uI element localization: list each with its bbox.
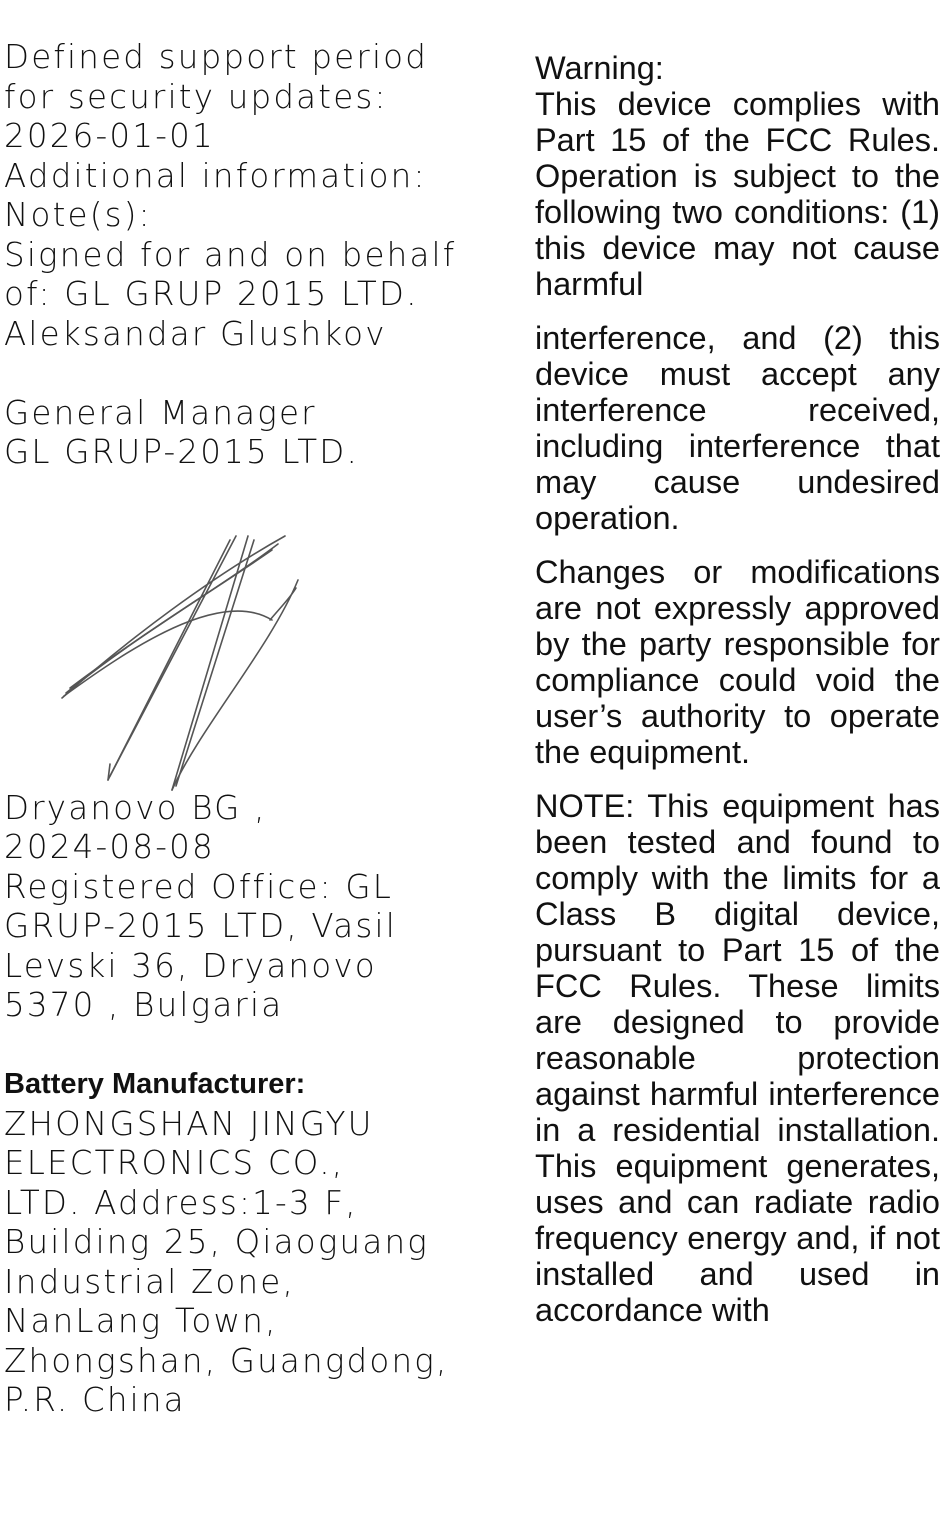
battery-heading: Battery Manufacturer: [4, 1068, 306, 1100]
battery-line-5: Industrial Zone, [4, 1262, 296, 1301]
company-name: GL GRUP-2015 LTD. [4, 433, 360, 471]
spacer [4, 354, 474, 394]
battery-line-4: Building 25, Qiaoguang [4, 1223, 429, 1261]
battery-line-1: ZHONGSHAN JINGYU [4, 1104, 374, 1143]
battery-line-2: ELECTRONICS CO., [4, 1144, 345, 1182]
fcc-compliance-paragraph: This device complies with Part 15 of the FCC Rules. Operation is subject to the following two conditions: (1) this device may not cause harmful [535, 86, 940, 302]
interference-paragraph: interference, and (2) this device must accept any interference received, including interference that may cause undesired operation. [535, 320, 940, 536]
support-period-label-2: for security updates: [4, 77, 388, 116]
spacer [4, 1026, 474, 1066]
signed-behalf-line-1: Signed for and on behalf [4, 235, 457, 274]
support-period-date: 2026-01-01 [4, 117, 215, 155]
battery-line-7: Zhongshan, Guangdong, [4, 1341, 449, 1380]
right-column [535, 50, 940, 1328]
support-period-label-1: Defined support period [4, 38, 429, 76]
office-line-1: Registered Office: GL [4, 867, 394, 906]
battery-line-8: P.R. China [4, 1381, 186, 1419]
additional-info-label: Additional information: [4, 156, 427, 195]
signer-title: General Manager [4, 393, 317, 432]
warning-title: Warning: [535, 50, 664, 86]
class-b-note-paragraph: NOTE: This equipment has been tested and found to comply with the limits for a Class B digital device, pursuant to Part 15 of the FCC Rules. These limits are designed to provide reasonable protection against harmful interference in a residential installation. This equipment generates, uses and can radiate radio frequency energy and, if not installed and used in accordance with [535, 788, 940, 1328]
notes-label: Note(s): [4, 196, 152, 234]
battery-line-6: NanLang Town, [4, 1302, 278, 1340]
modifications-paragraph: Changes or modifications are not expressly approved by the party responsible for compliance could void the user’s authority to operate the equipment. [535, 554, 940, 770]
signer-name: Aleksandar Glushkov [4, 314, 387, 353]
signing-place: Dryanovo BG , [4, 788, 267, 827]
battery-line-3: LTD. Address:1-3 F, [4, 1183, 358, 1222]
handwritten-signature [40, 528, 320, 798]
signing-date: 2024-08-08 [4, 828, 215, 866]
signed-behalf-line-2: of: GL GRUP 2015 LTD. [4, 275, 419, 313]
office-line-3: Levski 36, Dryanovo [4, 946, 377, 985]
office-line-4: 5370 , Bulgaria [4, 986, 284, 1024]
office-line-2: GRUP-2015 LTD, Vasil [4, 907, 397, 945]
